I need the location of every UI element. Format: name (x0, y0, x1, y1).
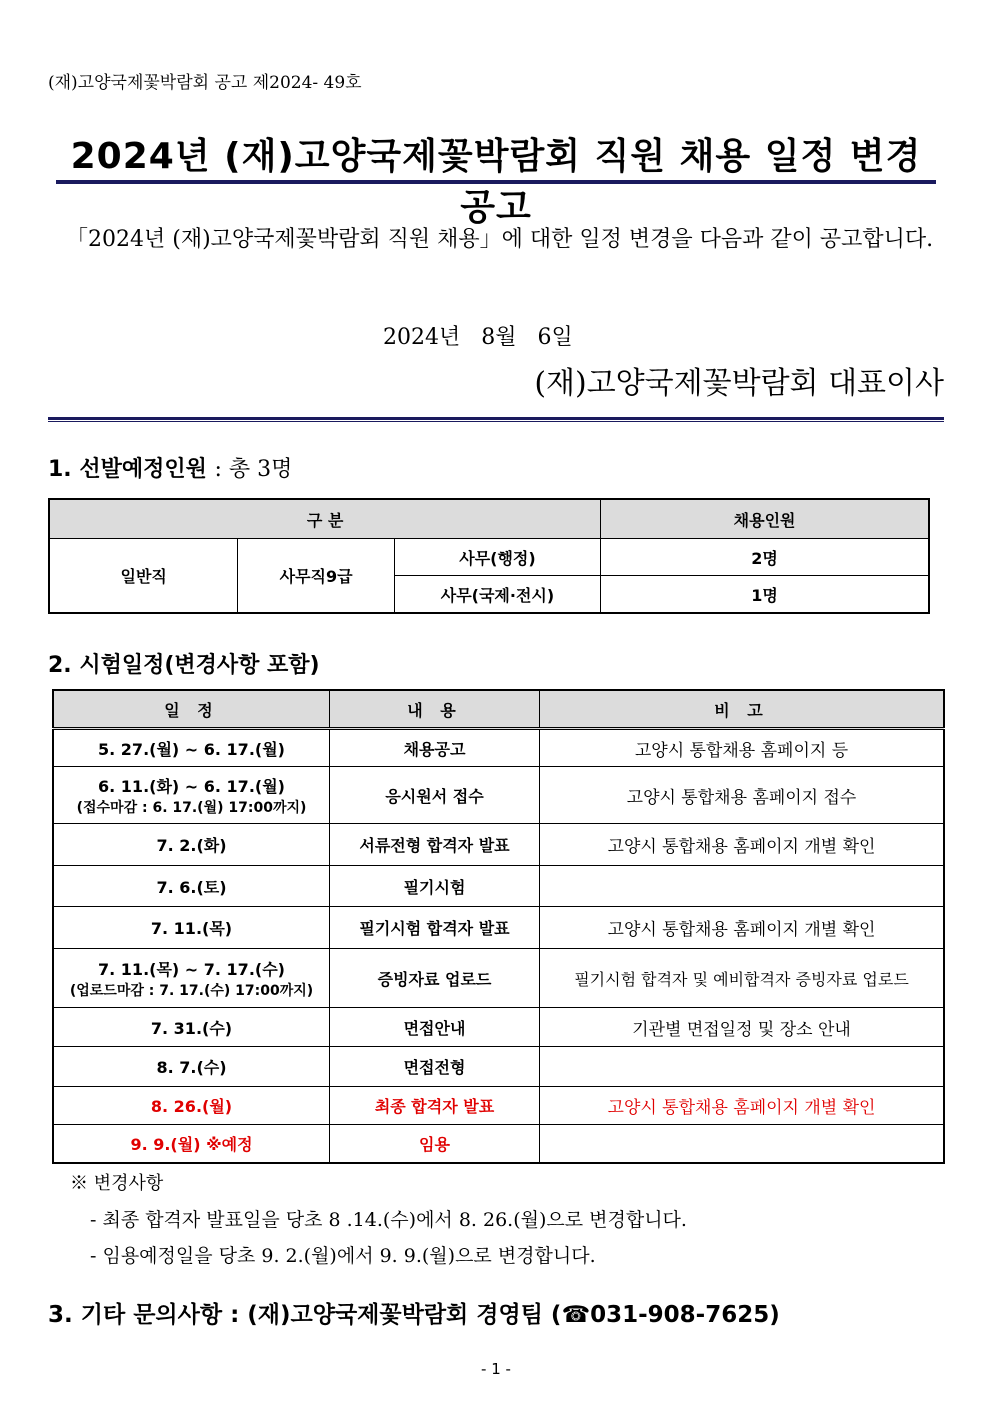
divider-thin (48, 421, 944, 422)
date-text: 7. 11.(목) ~ 7. 17.(수) (98, 959, 285, 979)
date-text: 6. 11.(화) ~ 6. 17.(월) (98, 776, 285, 796)
schedule-date (53, 949, 330, 1008)
schedule-date: 7. 2.(화) (53, 824, 330, 866)
job-count: 1명 (601, 576, 929, 614)
header-count: 채용인원 (601, 499, 929, 539)
header-remark: 비 고 (540, 690, 945, 729)
changes-heading: ※ 변경사항 (70, 1173, 164, 1194)
schedule-date (53, 767, 330, 824)
table-row (53, 949, 944, 1008)
date-note: (접수마감 : 6. 17.(월) 17:00까지) (76, 799, 307, 816)
document-number: (재)고양국제꽃박람회 공고 제2024- 49호 (48, 73, 362, 93)
schedule-content: 응시원서 접수 (330, 767, 540, 824)
schedule-date: 8. 26.(월) (53, 1087, 330, 1125)
job-group: 일반직 (49, 539, 238, 614)
intro-text: 「2024년 (재)고양국제꽃박람회 직원 채용」에 대한 일정 변경을 다음과 같이 공고합니다. (66, 227, 934, 252)
schedule-content: 필기시험 (330, 866, 540, 907)
headcount-table (48, 498, 930, 614)
schedule-remark (540, 866, 945, 907)
table-row (53, 866, 944, 907)
schedule-remark: 고양시 통합채용 홈페이지 개별 확인 (540, 1087, 945, 1125)
job-grade: 사무직9급 (238, 539, 394, 614)
section2-heading: 2. 시험일정(변경사항 포함) (48, 653, 320, 678)
header-category: 구 분 (49, 499, 601, 539)
job-count: 2명 (601, 539, 929, 576)
schedule-remark: 고양시 통합채용 홈페이지 개별 확인 (540, 907, 945, 949)
schedule-content: 최종 합격자 발표 (330, 1087, 540, 1125)
divider (48, 417, 944, 420)
schedule-remark: 기관별 면접일정 및 장소 안내 (540, 1008, 945, 1047)
table-row (53, 824, 944, 866)
date-note: (업로드마감 : 7. 17.(수) 17:00까지) (69, 982, 314, 999)
table-header-row (53, 690, 944, 729)
schedule-date: 8. 7.(수) (53, 1047, 330, 1087)
table-row-highlight (53, 1125, 944, 1163)
table-row (53, 767, 944, 824)
section3-contact: 3. 기타 문의사항 : (재)고양국제꽃박람회 경영팀 (☎031-908-7625) (48, 1302, 780, 1328)
header-schedule: 일 정 (53, 690, 330, 729)
announcement-date: 2024년 8월 6일 (383, 325, 573, 350)
section1-heading (48, 452, 292, 483)
table-row (49, 539, 929, 576)
schedule-date: 9. 9.(월) ※예정 (53, 1125, 330, 1163)
schedule-content: 면접전형 (330, 1047, 540, 1087)
date-text: 5. 27.(월) ~ 6. 17.(월) (98, 739, 285, 759)
table-row (53, 729, 944, 767)
header-content: 내 용 (330, 690, 540, 729)
schedule-remark (540, 1047, 945, 1087)
section1-summary: : 총 3명 (214, 457, 293, 482)
page-title: 2024년 (재)고양국제꽃박람회 직원 채용 일정 변경 공고 (70, 136, 922, 228)
schedule-content: 채용공고 (330, 729, 540, 767)
schedule-content: 증빙자료 업로드 (330, 949, 540, 1008)
schedule-content: 임용 (330, 1125, 540, 1163)
table-row (53, 1008, 944, 1047)
signer: (재)고양국제꽃박람회 대표이사 (534, 366, 944, 401)
table-header-row (49, 499, 929, 539)
schedule-date: 7. 6.(토) (53, 866, 330, 907)
change-item: - 최종 합격자 발표일을 당초 8 .14.(수)에서 8. 26.(월)으로 변경합니다. (90, 1209, 687, 1231)
schedule-table (52, 689, 945, 1164)
schedule-remark (540, 1125, 945, 1163)
schedule-content: 필기시험 합격자 발표 (330, 907, 540, 949)
schedule-date (53, 729, 330, 767)
schedule-content: 면접안내 (330, 1008, 540, 1047)
schedule-remark: 고양시 통합채용 홈페이지 개별 확인 (540, 824, 945, 866)
schedule-date: 7. 31.(수) (53, 1008, 330, 1047)
job-field: 사무(국제·전시) (394, 576, 600, 614)
schedule-date: 7. 11.(목) (53, 907, 330, 949)
table-row (53, 1047, 944, 1087)
schedule-remark: 고양시 통합채용 홈페이지 접수 (540, 767, 945, 824)
section1-title: 1. 선발예정인원 (48, 457, 207, 482)
schedule-content: 서류전형 합격자 발표 (330, 824, 540, 866)
table-row (53, 907, 944, 949)
title-underline (56, 180, 936, 184)
changes-section (70, 1166, 687, 1274)
table-row-highlight (53, 1087, 944, 1125)
schedule-remark: 고양시 통합채용 홈페이지 등 (540, 729, 945, 767)
job-field: 사무(행정) (394, 539, 600, 576)
schedule-remark: 필기시험 합격자 및 예비합격자 증빙자료 업로드 (540, 949, 945, 1008)
page-number: - 1 - (481, 1360, 511, 1378)
change-item: - 임용예정일을 당초 9. 2.(월)에서 9. 9.(월)으로 변경합니다. (90, 1245, 596, 1267)
